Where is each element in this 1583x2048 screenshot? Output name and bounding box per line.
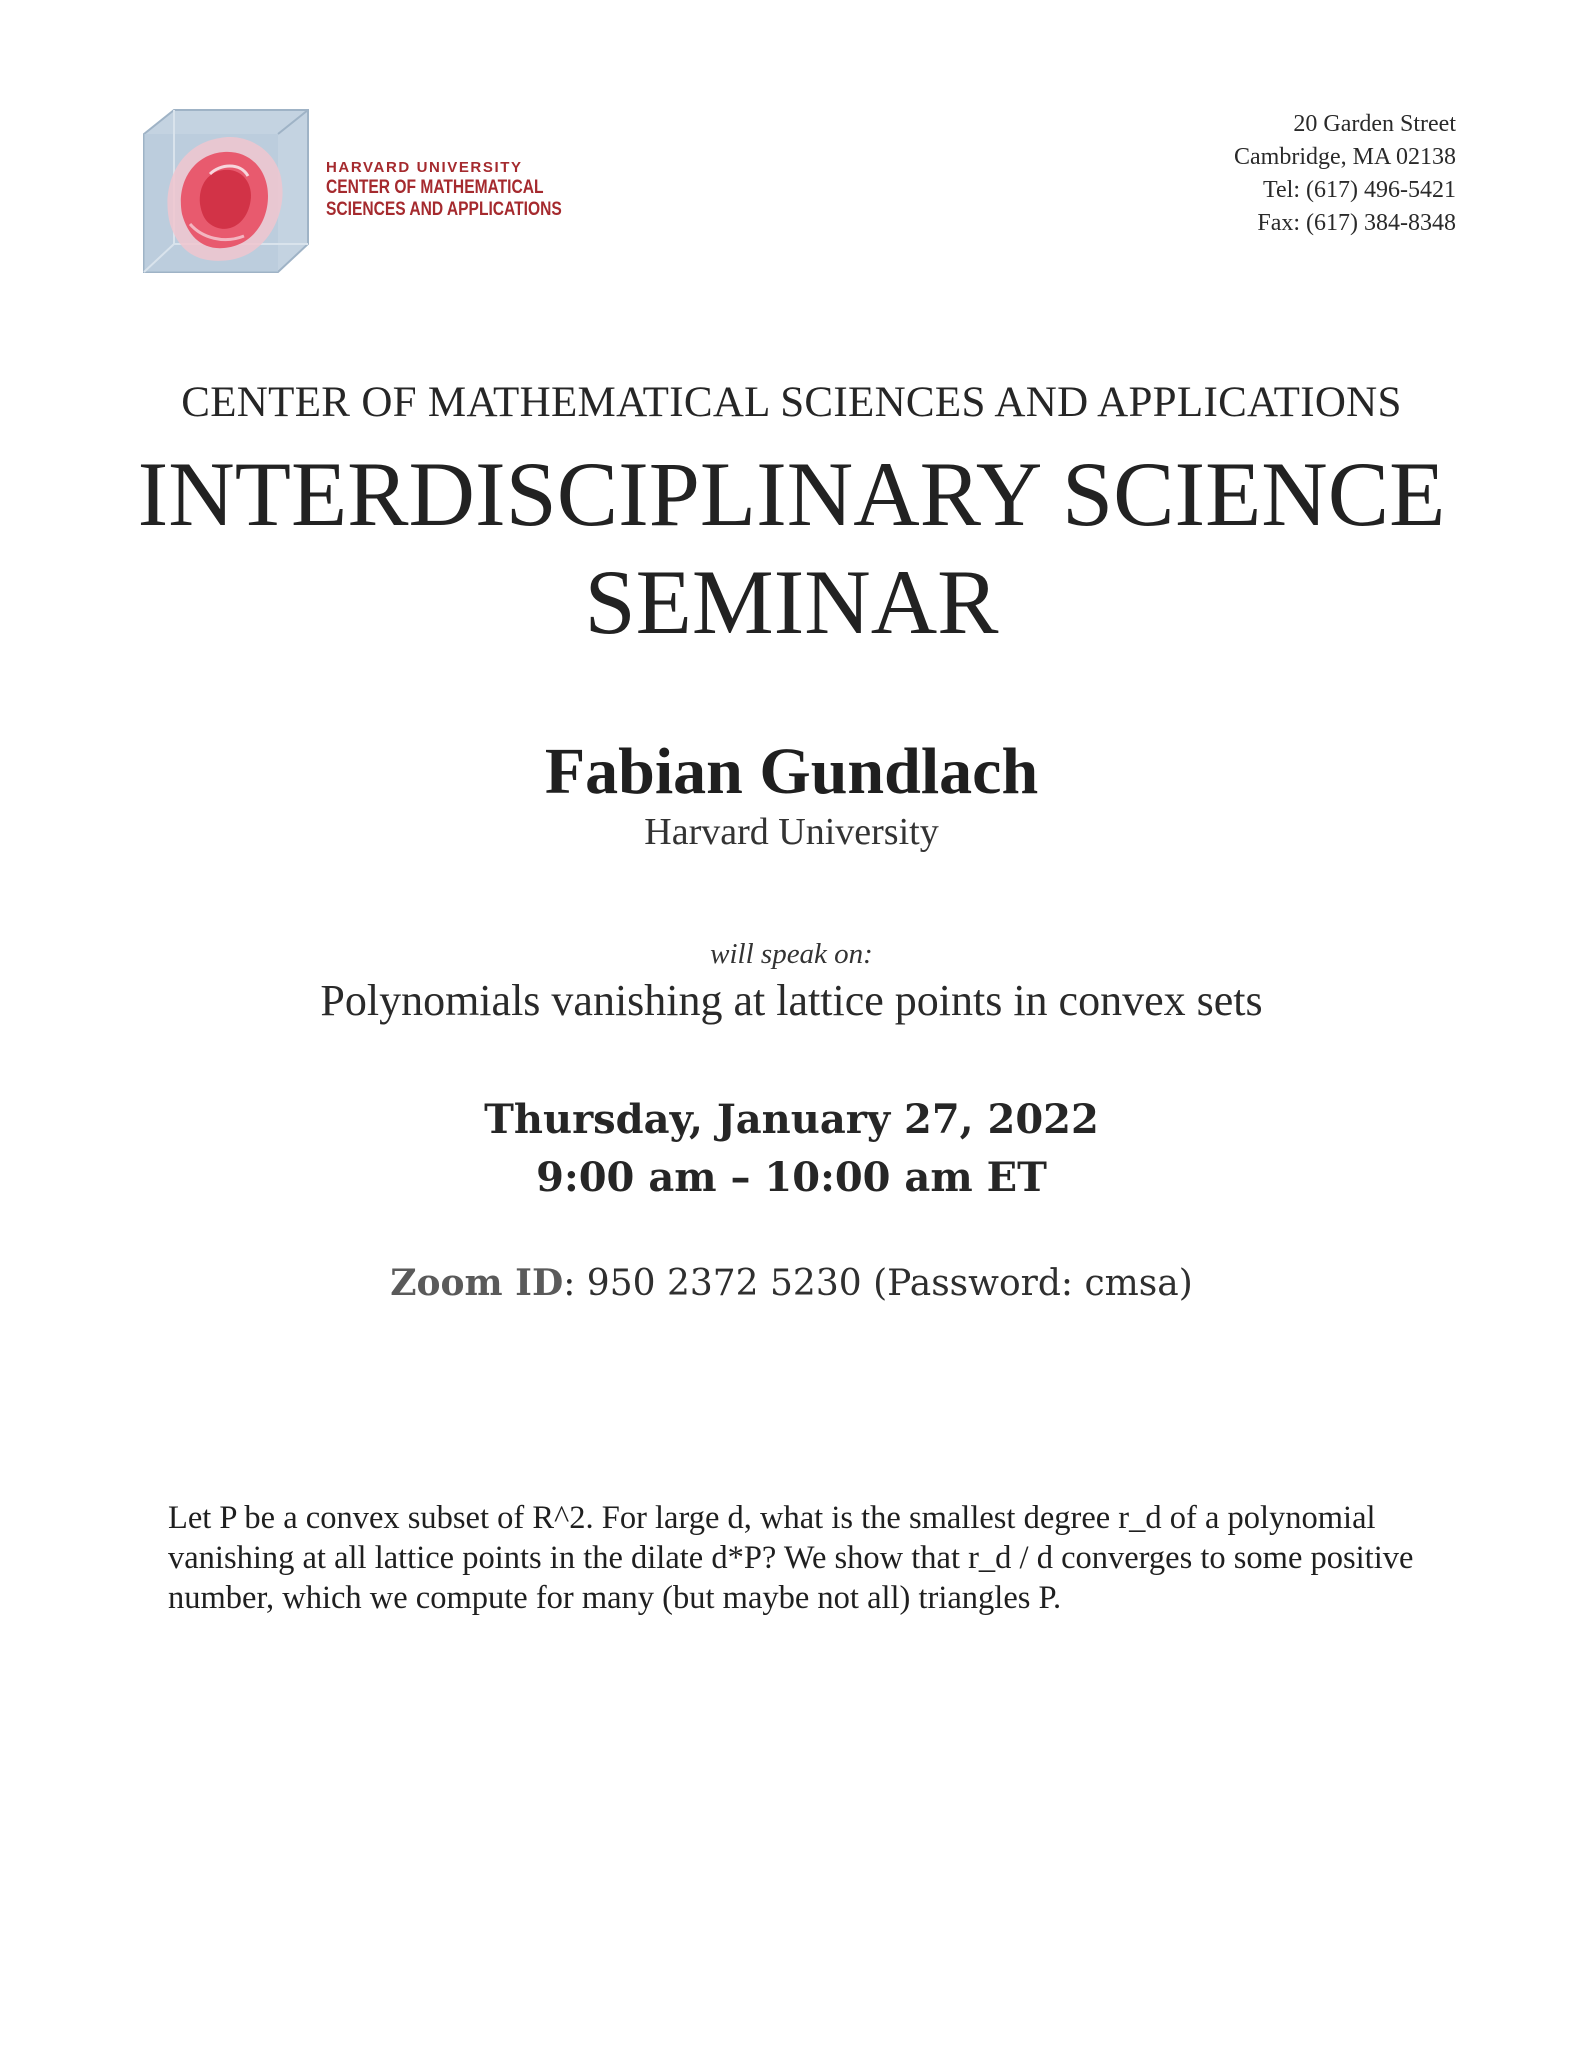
event-time: 9:00 am – 10:00 am ET	[536, 1154, 1047, 1201]
address-fax: Fax: (617) 384-8348	[1257, 210, 1456, 236]
zoom-details: : 950 2372 5230 (Password: cmsa)	[563, 1263, 1193, 1304]
address-city: Cambridge, MA 02138	[1234, 144, 1456, 170]
address-tel: Tel: (617) 496-5421	[1263, 177, 1456, 203]
speaker-affiliation: Harvard University	[644, 811, 939, 853]
zoom-label: Zoom ID	[390, 1262, 564, 1304]
series-title-line-1: INTERDISCIPLINARY SCIENCE	[137, 443, 1446, 545]
abstract-text: Let P be a convex subset of R^2. For large d, what is the smallest degree r_d of a polynomial vanishing at all lattice points in the dilate d*P? We show that r_d / d converges to some positive number, which we compute for many (but maybe not all) triangles P.	[168, 1500, 1414, 1616]
series-title-line-2: SEMINAR	[584, 551, 999, 653]
logo-text	[326, 160, 614, 219]
logo-line-1: HARVARD UNIVERSITY	[326, 159, 523, 176]
organization-name: CENTER OF MATHEMATICAL SCIENCES AND APPLICATIONS	[181, 379, 1402, 426]
speaker-name: Fabian Gundlach	[544, 735, 1039, 808]
logo-line-3: SCIENCES AND APPLICATIONS	[326, 199, 562, 220]
zoom-info	[0, 1262, 1583, 1304]
talk-intro: will speak on:	[710, 938, 873, 970]
cmsa-logo	[140, 104, 560, 284]
cube-logo-icon	[140, 104, 312, 276]
event-date: Thursday, January 27, 2022	[484, 1096, 1099, 1143]
address-street: 20 Garden Street	[1293, 111, 1456, 137]
talk-title: Polynomials vanishing at lattice points in convex sets	[320, 976, 1263, 1025]
address-block	[1234, 108, 1456, 240]
seminar-series-title	[0, 440, 1583, 656]
logo-line-2: CENTER OF MATHEMATICAL	[326, 177, 544, 198]
